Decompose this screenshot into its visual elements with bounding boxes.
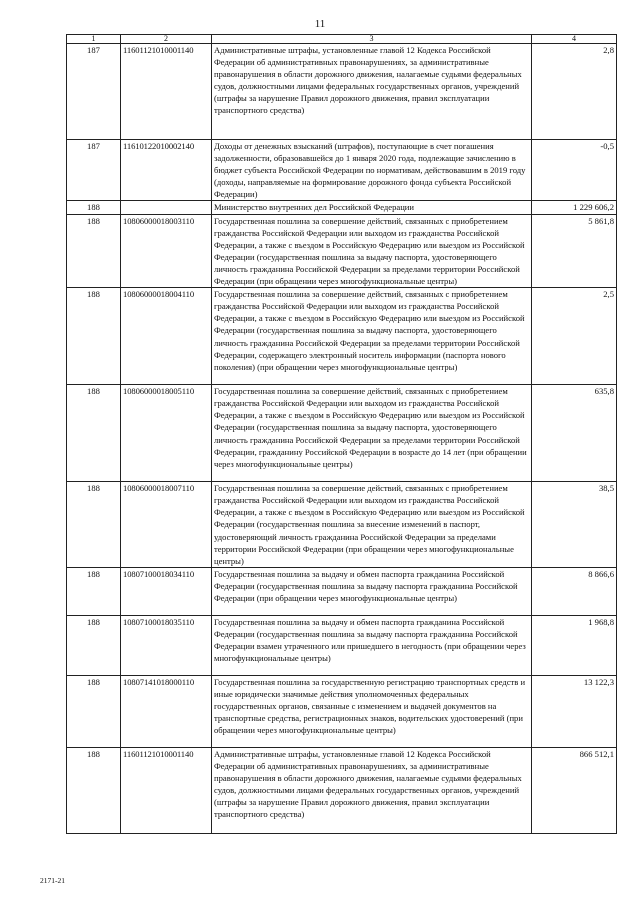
revenue-table [66, 34, 617, 834]
admin-code-cell: 188 [67, 288, 121, 385]
table-row [67, 482, 617, 568]
table-row [67, 201, 617, 214]
revenue-name-cell: Административные штрафы, установленные главой 12 Кодекса Российской Федерации об административных правонарушениях, за административные правонарушения в области дорожного движения, налагаемые судьями федеральных судов, должностными лицами федеральных государственных органов, учреждений (штрафы за нарушение Правил дорожного движения, правил эксплуатации транспортного средства) [212, 44, 532, 140]
revenue-code-cell: 10807100018034110 [121, 567, 212, 615]
amount-cell: 2,8 [532, 44, 617, 140]
revenue-name-cell: Государственная пошлина за совершение действий, связанных с приобретением гражданства Российской Федерации или выходом из гражданства Российской Федерации, а также с въездом в Российскую Федерацию или выездом из Российской Федерации (государственная пошлина за внесение изменений в паспорт, удостоверяющий личность гражданина Российской Федерации за пределами территории Российской Федерации (при обращении через многофункциональные центры) [212, 482, 532, 568]
revenue-name-cell: Доходы от денежных взысканий (штрафов), поступающие в счет погашения задолженности, образовавшейся до 1 января 2020 года, подлежащие зачислению в бюджет субъекта Российской Федерации по нормативам, действовавшим в 2019 году (доходы, направляемые на формирование дорожного фонда субъекта Российской Федерации) [212, 140, 532, 201]
admin-code-cell: 188 [67, 675, 121, 747]
revenue-code-cell: 11610122010002140 [121, 140, 212, 201]
header-col-3: 3 [212, 35, 532, 44]
revenue-code-cell [121, 201, 212, 214]
revenue-code-cell: 10806000018007110 [121, 482, 212, 568]
table-row [67, 44, 617, 140]
revenue-code-cell: 11601121010001140 [121, 747, 212, 833]
revenue-code-cell: 10807141018000110 [121, 675, 212, 747]
table-row [67, 615, 617, 675]
header-row [67, 35, 617, 44]
admin-code-cell: 188 [67, 482, 121, 568]
admin-code-cell: 188 [67, 747, 121, 833]
document-code: 2171-21 [40, 876, 65, 885]
table-row [67, 385, 617, 482]
revenue-code-cell: 10806000018005110 [121, 385, 212, 482]
revenue-code-cell: 11601121010001140 [121, 44, 212, 140]
header-col-4: 4 [532, 35, 617, 44]
table-row [67, 214, 617, 288]
header-col-2: 2 [121, 35, 212, 44]
revenue-name-cell: Государственная пошлина за государственную регистрацию транспортных средств и иные юридически значимые действия уполномоченных федеральных государственных органов, связанные с изменением и выдачей документов на транспортные средства, регистрационных знаков, водительских удостоверений (при обращении через многофункциональные центры) [212, 675, 532, 747]
amount-cell: 1 968,8 [532, 615, 617, 675]
table-body [67, 44, 617, 834]
admin-code-cell: 188 [67, 567, 121, 615]
revenue-code-cell: 10807100018035110 [121, 615, 212, 675]
page-number: 11 [314, 18, 326, 30]
amount-cell: 1 229 606,2 [532, 201, 617, 214]
revenue-name-cell: Административные штрафы, установленные главой 12 Кодекса Российской Федерации об административных правонарушениях, за административные правонарушения в области дорожного движения, налагаемые судьями федеральных судов, должностными лицами федеральных государственных органов, учреждений (штрафы за нарушение Правил дорожного движения, правил эксплуатации транспортного средства) [212, 747, 532, 833]
admin-code-cell: 188 [67, 385, 121, 482]
amount-cell: 2,5 [532, 288, 617, 385]
admin-code-cell: 187 [67, 140, 121, 201]
admin-code-cell: 188 [67, 615, 121, 675]
revenue-code-cell: 10806000018004110 [121, 288, 212, 385]
amount-cell: 13 122,3 [532, 675, 617, 747]
header-col-1: 1 [67, 35, 121, 44]
table-row [67, 675, 617, 747]
revenue-name-cell: Государственная пошлина за совершение действий, связанных с приобретением гражданства Российской Федерации или выходом из гражданства Российской Федерации, а также с въездом в Российскую Федерацию или выездом из Российской Федерации (государственная пошлина за выдачу паспорта, удостоверяющего личность гражданина Российской Федерации за пределами территории Российской Федерации, содержащего электронный носитель информации (паспорта нового поколения) (при обращении через многофункциональные центры) [212, 288, 532, 385]
revenue-name-cell: Министерство внутренних дел Российской Федерации [212, 201, 532, 214]
admin-code-cell: 188 [67, 201, 121, 214]
admin-code-cell: 188 [67, 214, 121, 288]
amount-cell: 635,8 [532, 385, 617, 482]
amount-cell: 38,5 [532, 482, 617, 568]
table-row [67, 140, 617, 201]
revenue-code-cell: 10806000018003110 [121, 214, 212, 288]
admin-code-cell: 187 [67, 44, 121, 140]
revenue-name-cell: Государственная пошлина за совершение действий, связанных с приобретением гражданства Российской Федерации или выходом из гражданства Российской Федерации, а также с въездом в Российскую Федерацию или выездом из Российской Федерации (государственная пошлина за выдачу паспорта, удостоверяющего личность гражданина Российской Федерации за пределами территории Российской Федерации (при обращении через многофункциональные центры) [212, 214, 532, 288]
amount-cell: 5 861,8 [532, 214, 617, 288]
table-row [67, 288, 617, 385]
table-row [67, 567, 617, 615]
amount-cell: -0,5 [532, 140, 617, 201]
revenue-name-cell: Государственная пошлина за выдачу и обмен паспорта гражданина Российской Федерации (государственная пошлина за выдачу паспорта гражданина Российской Федерации (при обращении через многофункциональные центры) [212, 567, 532, 615]
revenue-name-cell: Государственная пошлина за выдачу и обмен паспорта гражданина Российской Федерации (государственная пошлина за выдачу паспорта гражданина Российской Федерации взамен утраченного или пришедшего в негодность (при обращении через многофункциональные центры) [212, 615, 532, 675]
table-header [67, 35, 617, 44]
amount-cell: 866 512,1 [532, 747, 617, 833]
table-row [67, 747, 617, 833]
revenue-name-cell: Государственная пошлина за совершение действий, связанных с приобретением гражданства Российской Федерации или выходом из гражданства Российской Федерации, а также с въездом в Российскую Федерацию или выездом из Российской Федерации (государственная пошлина за выдачу паспорта, удостоверяющего личность гражданина Российской Федерации за пределами территории Российской Федерации, гражданину Российской Федерации в возрасте до 14 лет (при обращении через многофункциональные центры) [212, 385, 532, 482]
amount-cell: 8 866,6 [532, 567, 617, 615]
